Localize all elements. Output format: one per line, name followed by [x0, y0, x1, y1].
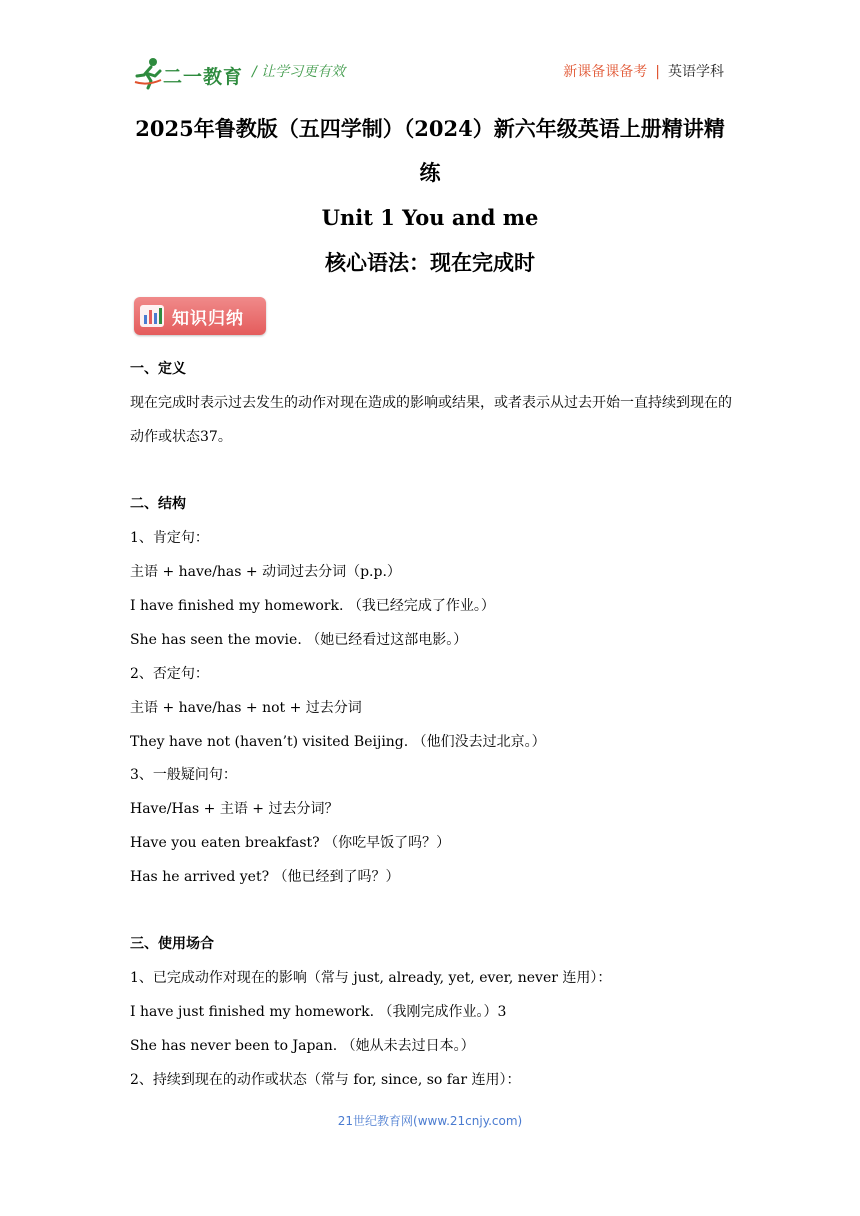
usage-item-1: 1、已完成动作对现在的影响（常与 just, already, yet, ever, never 连用）： — [130, 970, 612, 986]
unit-title: Unit 1 You and me — [321, 205, 539, 230]
badge-label: 知识归纳 — [172, 309, 244, 329]
document-title: 2025年鲁教版（五四学制）（2024）新六年级英语上册精讲精 — [135, 116, 725, 141]
question-example-1: Have you eaten breakfast? （你吃早饭了吗？） — [130, 835, 451, 851]
knowledge-summary-badge — [134, 297, 266, 335]
structure-item-negative: 2、否定句： — [130, 666, 209, 682]
negative-formula: 主语 + have/has + not + 过去分词 — [130, 700, 362, 716]
usage-item-2: 2、持续到现在的动作或状态（常与 for, since, so far 连用）： — [130, 1072, 521, 1088]
negative-example-1: They have not (haven’t) visited Beijing. （他们没去过北京。） — [130, 734, 546, 750]
section-heading-structure: 二、结构 — [130, 496, 186, 512]
usage-example-2: She has never been to Japan. （她从未去过日本。） — [130, 1038, 475, 1054]
question-formula: Have/Has + 主语 + 过去分词？ — [130, 801, 339, 817]
grammar-title: 核心语法：现在完成时 — [325, 250, 535, 275]
affirmative-example-2: She has seen the movie. （她已经看过这部电影。） — [130, 632, 468, 648]
header-slogan: / 让学习更有效 — [252, 64, 346, 80]
section-heading-usage: 三、使用场合 — [130, 936, 214, 952]
structure-item-affirmative: 1、肯定句： — [130, 530, 209, 546]
header-tagline: 新课备课备考 — [563, 64, 648, 80]
usage-example-1: I have just finished my homework. （我刚完成作业。）3 — [130, 1004, 507, 1020]
header-right — [563, 61, 724, 81]
definition-paragraph: 现在完成时表示过去发生的动作对现在造成的影响或结果，或者表示从过去开始一直持续到现在的动作或状态37。 — [130, 395, 732, 445]
section-heading-definition: 一、定义 — [130, 361, 186, 377]
structure-item-question: 3、一般疑问句： — [130, 767, 237, 783]
affirmative-example-1: I have finished my homework. （我已经完成了作业。） — [130, 598, 495, 614]
page-footer: 21世纪教育网(www.21cnjy.com) — [337, 1114, 523, 1128]
runner-logo-icon — [133, 56, 163, 90]
document-title-continued: 练 — [419, 160, 441, 185]
question-example-2: Has he arrived yet? （他已经到了吗？） — [130, 869, 400, 885]
logo — [133, 56, 243, 90]
chart-book-icon — [139, 303, 165, 329]
affirmative-formula: 主语 + have/has + 动词过去分词（p.p.） — [130, 564, 401, 580]
logo-text: 二一教育 — [163, 66, 244, 88]
header-subject: 英语学科 — [668, 64, 724, 80]
header-separator: | — [655, 64, 660, 80]
page-header — [0, 0, 860, 110]
